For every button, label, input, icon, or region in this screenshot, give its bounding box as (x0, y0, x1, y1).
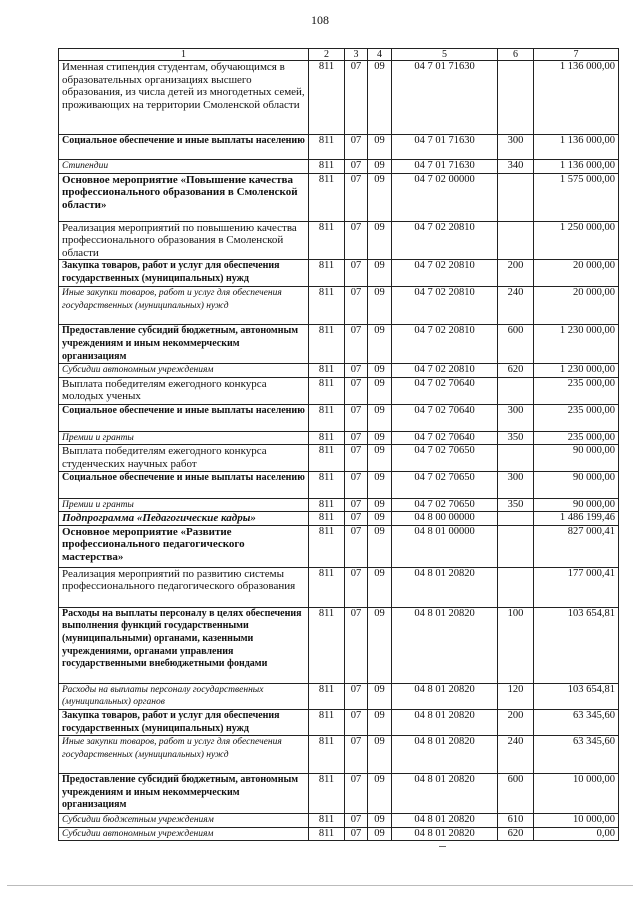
cell-subsection: 09 (368, 364, 392, 378)
cell-name: Реализация мероприятий по развитию системы профессионального педагогического образования (59, 567, 309, 607)
header-col-1: 1 (59, 49, 309, 61)
cell-amount: 90 000,00 (534, 498, 619, 512)
cell-section: 07 (345, 221, 368, 260)
table-row (59, 260, 619, 287)
header-col-2: 2 (309, 49, 345, 61)
budget-table (58, 48, 619, 841)
cell-amount: 1 136 000,00 (534, 135, 619, 160)
cell-name: Иные закупки товаров, работ и услуг для обеспечения государственных (муниципальных) нужд (59, 287, 309, 325)
cell-target-article: 04 8 01 20820 (392, 736, 498, 774)
cell-expense-type (498, 377, 534, 404)
cell-ministry-code: 811 (309, 377, 345, 404)
cell-ministry-code: 811 (309, 736, 345, 774)
cell-name: Реализация мероприятий по повышению качества профессионального образования в Смоленской области (59, 221, 309, 260)
cell-name: Социальное обеспечение и иные выплаты населению (59, 471, 309, 498)
cell-expense-type (498, 512, 534, 526)
cell-expense-type (498, 173, 534, 221)
cell-target-article: 04 7 02 70640 (392, 404, 498, 431)
cell-name: Выплата победителям ежегодного конкурса студенческих научных работ (59, 445, 309, 471)
cell-ministry-code: 811 (309, 525, 345, 567)
cell-target-article: 04 7 02 70650 (392, 445, 498, 471)
cell-expense-type: 200 (498, 709, 534, 735)
cell-name: Стипендии (59, 160, 309, 174)
cell-amount: 1 575 000,00 (534, 173, 619, 221)
cell-amount: 235 000,00 (534, 377, 619, 404)
cell-amount: 1 136 000,00 (534, 160, 619, 174)
cell-name: Предоставление субсидий бюджетным, автономным учреждениям и иным некоммерческим организациям (59, 325, 309, 364)
cell-name: Социальное обеспечение и иные выплаты населению (59, 404, 309, 431)
page-number: 108 (311, 13, 329, 27)
cell-section: 07 (345, 325, 368, 364)
cell-target-article: 04 7 02 20810 (392, 287, 498, 325)
cell-section: 07 (345, 61, 368, 135)
cell-ministry-code: 811 (309, 431, 345, 445)
cell-expense-type (498, 61, 534, 135)
cell-expense-type: 300 (498, 135, 534, 160)
cell-amount: 1 250 000,00 (534, 221, 619, 260)
cell-expense-type: 620 (498, 364, 534, 378)
cell-expense-type: 620 (498, 827, 534, 841)
page-edge-line (7, 885, 633, 886)
cell-target-article: 04 7 02 20810 (392, 221, 498, 260)
cell-target-article: 04 8 01 20820 (392, 567, 498, 607)
cell-target-article: 04 7 02 20810 (392, 364, 498, 378)
cell-subsection: 09 (368, 567, 392, 607)
table-row (59, 683, 619, 709)
cell-subsection: 09 (368, 525, 392, 567)
cell-target-article: 04 8 01 20820 (392, 607, 498, 683)
cell-amount: 20 000,00 (534, 287, 619, 325)
cell-amount: 63 345,60 (534, 736, 619, 774)
table-row (59, 221, 619, 260)
cell-target-article: 04 7 01 71630 (392, 160, 498, 174)
table-row (59, 512, 619, 526)
cell-target-article: 04 8 01 20820 (392, 774, 498, 814)
cell-name: Закупка товаров, работ и услуг для обеспечения государственных (муниципальных) нужд (59, 260, 309, 287)
cell-amount: 1 136 000,00 (534, 61, 619, 135)
cell-subsection: 09 (368, 512, 392, 526)
cell-subsection: 09 (368, 260, 392, 287)
cell-section: 07 (345, 814, 368, 828)
cell-target-article: 04 7 01 71630 (392, 135, 498, 160)
cell-name: Расходы на выплаты персоналу в целях обеспечения выполнения функций государственными (муниципальными) органами, казенными учреждениями, органами управления государственными внебюджетными фондами (59, 607, 309, 683)
cell-section: 07 (345, 512, 368, 526)
table-row (59, 377, 619, 404)
cell-name: Основное мероприятие «Развитие профессионального педагогического мастерства» (59, 525, 309, 567)
cell-section: 07 (345, 260, 368, 287)
cell-ministry-code: 811 (309, 404, 345, 431)
table-row (59, 774, 619, 814)
cell-amount: 90 000,00 (534, 445, 619, 471)
cell-amount: 1 486 199,46 (534, 512, 619, 526)
cell-name: Предоставление субсидий бюджетным, автономным учреждениям и иным некоммерческим организациям (59, 774, 309, 814)
cell-subsection: 09 (368, 431, 392, 445)
cell-subsection: 09 (368, 221, 392, 260)
cell-expense-type (498, 445, 534, 471)
cell-section: 07 (345, 774, 368, 814)
cell-section: 07 (345, 736, 368, 774)
cell-target-article: 04 7 01 71630 (392, 61, 498, 135)
cell-subsection: 09 (368, 325, 392, 364)
cell-amount: 827 000,41 (534, 525, 619, 567)
cell-section: 07 (345, 683, 368, 709)
cell-target-article: 04 8 01 20820 (392, 814, 498, 828)
cell-expense-type: 300 (498, 404, 534, 431)
table-row (59, 498, 619, 512)
cell-ministry-code: 811 (309, 160, 345, 174)
cell-subsection: 09 (368, 61, 392, 135)
cell-name: Субсидии автономным учреждениям (59, 364, 309, 378)
cell-target-article: 04 8 01 20820 (392, 709, 498, 735)
cell-section: 07 (345, 431, 368, 445)
cell-section: 07 (345, 471, 368, 498)
cell-ministry-code: 811 (309, 567, 345, 607)
cell-expense-type: 120 (498, 683, 534, 709)
table-row (59, 709, 619, 735)
cell-section: 07 (345, 364, 368, 378)
table-row (59, 607, 619, 683)
cell-ministry-code: 811 (309, 445, 345, 471)
cell-section: 07 (345, 445, 368, 471)
cell-amount: 103 654,81 (534, 607, 619, 683)
table-row (59, 471, 619, 498)
cell-expense-type: 240 (498, 287, 534, 325)
table-row (59, 364, 619, 378)
cell-expense-type (498, 525, 534, 567)
cell-subsection: 09 (368, 814, 392, 828)
cell-ministry-code: 811 (309, 607, 345, 683)
table-row (59, 61, 619, 135)
cell-expense-type: 600 (498, 325, 534, 364)
cell-ministry-code: 811 (309, 683, 345, 709)
cell-ministry-code: 811 (309, 774, 345, 814)
cell-target-article: 04 7 02 70650 (392, 471, 498, 498)
cell-target-article: 04 7 02 70640 (392, 431, 498, 445)
cell-section: 07 (345, 404, 368, 431)
header-row (59, 49, 619, 61)
table-row (59, 325, 619, 364)
cell-amount: 177 000,41 (534, 567, 619, 607)
cell-subsection: 09 (368, 445, 392, 471)
cell-section: 07 (345, 567, 368, 607)
cell-name: Закупка товаров, работ и услуг для обеспечения государственных (муниципальных) нужд (59, 709, 309, 735)
cell-name: Подпрограмма «Педагогические кадры» (59, 512, 309, 526)
cell-amount: 63 345,60 (534, 709, 619, 735)
cell-section: 07 (345, 607, 368, 683)
cell-ministry-code: 811 (309, 135, 345, 160)
cell-subsection: 09 (368, 404, 392, 431)
table-row (59, 525, 619, 567)
table-row (59, 404, 619, 431)
cell-target-article: 04 7 02 20810 (392, 260, 498, 287)
cell-name: Иные закупки товаров, работ и услуг для обеспечения государственных (муниципальных) нужд (59, 736, 309, 774)
cell-section: 07 (345, 709, 368, 735)
cell-subsection: 09 (368, 736, 392, 774)
cell-amount: 90 000,00 (534, 471, 619, 498)
cell-expense-type: 350 (498, 498, 534, 512)
cell-name: Субсидии автономным учреждениям (59, 827, 309, 841)
cell-name: Выплата победителям ежегодного конкурса молодых ученых (59, 377, 309, 404)
table-row (59, 445, 619, 471)
cell-ministry-code: 811 (309, 709, 345, 735)
cell-ministry-code: 811 (309, 260, 345, 287)
table-row (59, 827, 619, 841)
table-row (59, 173, 619, 221)
table-row (59, 736, 619, 774)
table-row (59, 135, 619, 160)
cell-ministry-code: 811 (309, 287, 345, 325)
cell-subsection: 09 (368, 498, 392, 512)
cell-target-article: 04 8 01 00000 (392, 525, 498, 567)
cell-ministry-code: 811 (309, 325, 345, 364)
cell-expense-type (498, 567, 534, 607)
cell-name: Субсидии бюджетным учреждениям (59, 814, 309, 828)
cell-target-article: 04 8 01 20820 (392, 683, 498, 709)
cell-section: 07 (345, 135, 368, 160)
cell-subsection: 09 (368, 683, 392, 709)
cell-subsection: 09 (368, 377, 392, 404)
cell-target-article: 04 7 02 00000 (392, 173, 498, 221)
cell-amount: 10 000,00 (534, 774, 619, 814)
cell-amount: 103 654,81 (534, 683, 619, 709)
cell-target-article: 04 8 00 00000 (392, 512, 498, 526)
cell-amount: 1 230 000,00 (534, 325, 619, 364)
cell-ministry-code: 811 (309, 221, 345, 260)
cell-ministry-code: 811 (309, 173, 345, 221)
cell-amount: 0,00 (534, 827, 619, 841)
cell-expense-type: 600 (498, 774, 534, 814)
cell-amount: 235 000,00 (534, 431, 619, 445)
cell-name: Расходы на выплаты персоналу государственных (муниципальных) органов (59, 683, 309, 709)
cell-expense-type: 300 (498, 471, 534, 498)
cell-subsection: 09 (368, 607, 392, 683)
cell-expense-type: 240 (498, 736, 534, 774)
cell-section: 07 (345, 160, 368, 174)
cell-name: Социальное обеспечение и иные выплаты населению (59, 135, 309, 160)
cell-amount: 20 000,00 (534, 260, 619, 287)
table-row (59, 287, 619, 325)
header-col-7: 7 (534, 49, 619, 61)
header-col-4: 4 (368, 49, 392, 61)
cell-expense-type: 200 (498, 260, 534, 287)
cell-ministry-code: 811 (309, 471, 345, 498)
cell-section: 07 (345, 287, 368, 325)
cell-ministry-code: 811 (309, 364, 345, 378)
cell-subsection: 09 (368, 471, 392, 498)
cell-section: 07 (345, 173, 368, 221)
cell-subsection: 09 (368, 287, 392, 325)
cell-expense-type: 340 (498, 160, 534, 174)
cell-ministry-code: 811 (309, 512, 345, 526)
cell-target-article: 04 8 01 20820 (392, 827, 498, 841)
cell-section: 07 (345, 498, 368, 512)
cell-target-article: 04 7 02 20810 (392, 325, 498, 364)
cell-target-article: 04 7 02 70650 (392, 498, 498, 512)
cell-section: 07 (345, 377, 368, 404)
header-col-3: 3 (345, 49, 368, 61)
table-row (59, 431, 619, 445)
cell-subsection: 09 (368, 827, 392, 841)
cell-expense-type: 100 (498, 607, 534, 683)
cell-subsection: 09 (368, 774, 392, 814)
cell-amount: 1 230 000,00 (534, 364, 619, 378)
cell-section: 07 (345, 525, 368, 567)
cell-ministry-code: 811 (309, 814, 345, 828)
table-row (59, 160, 619, 174)
cell-name: Основное мероприятие «Повышение качества профессионального образования в Смоленской области» (59, 173, 309, 221)
cell-ministry-code: 811 (309, 827, 345, 841)
cell-subsection: 09 (368, 709, 392, 735)
cell-amount: 235 000,00 (534, 404, 619, 431)
cell-ministry-code: 811 (309, 61, 345, 135)
cell-name: Именная стипендия студентам, обучающимся в образовательных организациях высшего образования, из числа детей из многодетных семей, проживающих на территории Смоленской области (59, 61, 309, 135)
header-col-5: 5 (392, 49, 498, 61)
cell-subsection: 09 (368, 135, 392, 160)
bottom-mark (439, 846, 446, 847)
cell-amount: 10 000,00 (534, 814, 619, 828)
cell-name: Премии и гранты (59, 431, 309, 445)
cell-ministry-code: 811 (309, 498, 345, 512)
cell-subsection: 09 (368, 173, 392, 221)
cell-target-article: 04 7 02 70640 (392, 377, 498, 404)
cell-expense-type (498, 221, 534, 260)
cell-section: 07 (345, 827, 368, 841)
cell-expense-type: 610 (498, 814, 534, 828)
table-row (59, 567, 619, 607)
cell-subsection: 09 (368, 160, 392, 174)
cell-name: Премии и гранты (59, 498, 309, 512)
cell-expense-type: 350 (498, 431, 534, 445)
table-row (59, 814, 619, 828)
header-col-6: 6 (498, 49, 534, 61)
